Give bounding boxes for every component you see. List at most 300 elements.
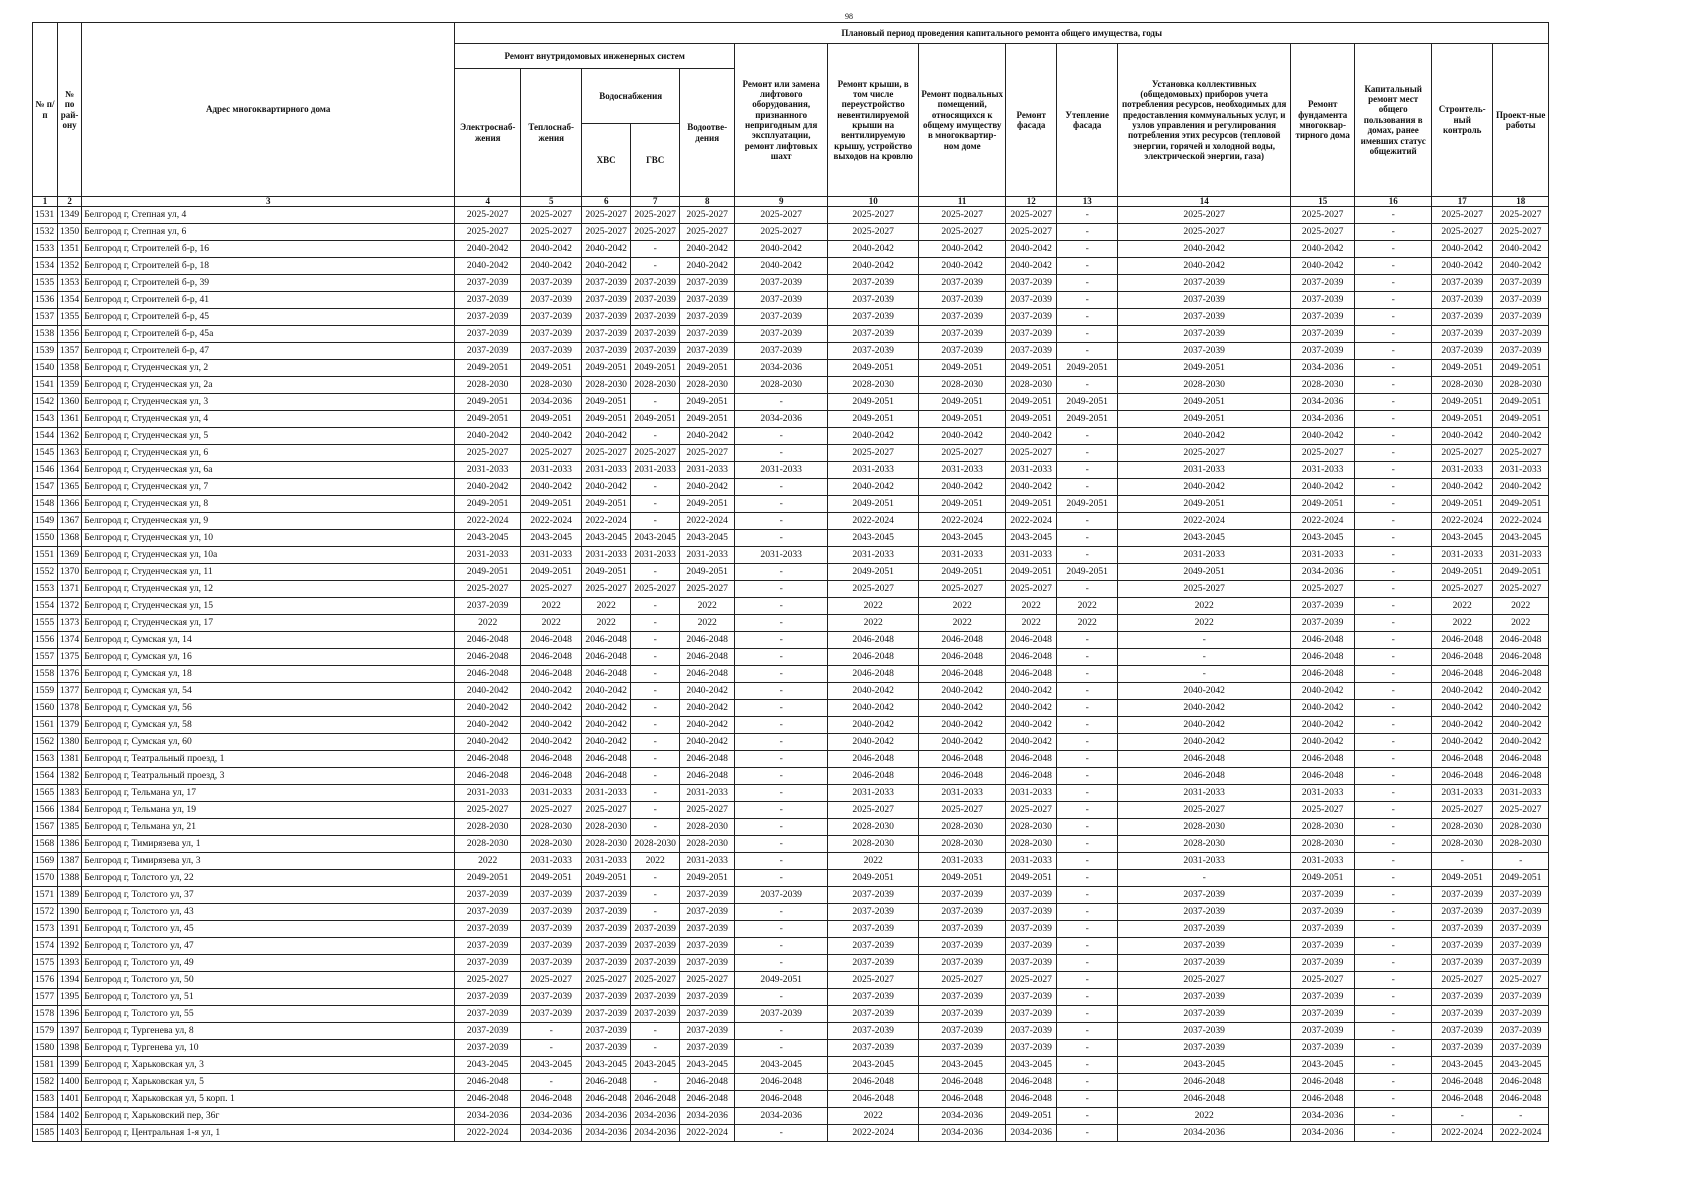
period-cell: 2037-2039 xyxy=(455,921,521,938)
period-cell: 2037-2039 xyxy=(582,309,631,326)
period-cell: 2037-2039 xyxy=(521,343,582,360)
period-cell: - xyxy=(1355,972,1432,989)
period-cell: - xyxy=(631,904,680,921)
address-cell: Белгород г, Студенческая ул, 8 xyxy=(82,496,455,513)
period-cell: 2043-2045 xyxy=(828,530,919,547)
period-cell: 2037-2039 xyxy=(735,1006,828,1023)
period-cell: 2028-2030 xyxy=(521,377,582,394)
period-cell: 2040-2042 xyxy=(1493,683,1549,700)
period-cell: 2040-2042 xyxy=(1118,258,1291,275)
period-cell: 2037-2039 xyxy=(455,887,521,904)
table-row xyxy=(33,785,1549,802)
table-row xyxy=(33,479,1549,496)
period-cell: 2025-2027 xyxy=(1432,972,1493,989)
table-row xyxy=(33,377,1549,394)
table-row xyxy=(33,445,1549,462)
period-cell: - xyxy=(1057,292,1118,309)
period-cell: 2037-2039 xyxy=(631,309,680,326)
period-cell: 2025-2027 xyxy=(455,802,521,819)
period-cell: 2025-2027 xyxy=(919,207,1006,224)
number-cell: 1546 xyxy=(33,462,58,479)
period-cell: - xyxy=(735,870,828,887)
period-cell: 2046-2048 xyxy=(828,768,919,785)
period-cell: 2037-2039 xyxy=(1291,904,1355,921)
number-cell: 1537 xyxy=(33,309,58,326)
period-cell: 2037-2039 xyxy=(919,343,1006,360)
table-row xyxy=(33,802,1549,819)
period-cell: 2046-2048 xyxy=(1432,666,1493,683)
period-cell: 2025-2027 xyxy=(582,972,631,989)
period-cell: 2046-2048 xyxy=(919,666,1006,683)
table-row xyxy=(33,326,1549,343)
period-cell: - xyxy=(735,819,828,836)
period-cell: - xyxy=(1355,751,1432,768)
period-cell: 2025-2027 xyxy=(521,224,582,241)
column-number: 5 xyxy=(521,197,582,207)
period-cell: 2028-2030 xyxy=(1291,377,1355,394)
period-cell: 2034-2036 xyxy=(631,1125,680,1142)
period-cell: - xyxy=(631,479,680,496)
period-cell: 2022 xyxy=(828,598,919,615)
period-cell: - xyxy=(1355,241,1432,258)
period-cell: 2040-2042 xyxy=(828,700,919,717)
number-cell: 1552 xyxy=(33,564,58,581)
header-meters: Установка коллективных (общедомовых) приборов учета потребления ресурсов, необходимых для предоставления коммунальных услуг, и узлов управления и регулирования потребления этих ресурсов (тепловой энергии, горячей и холодной воды, электрической энергии, газа) xyxy=(1118,44,1291,197)
period-cell: - xyxy=(1355,547,1432,564)
address-cell: Белгород г, Студенческая ул, 10а xyxy=(82,547,455,564)
period-cell: - xyxy=(1057,462,1118,479)
address-cell: Белгород г, Толстого ул, 51 xyxy=(82,989,455,1006)
period-cell: - xyxy=(1057,1006,1118,1023)
period-cell: - xyxy=(1057,224,1118,241)
period-cell: - xyxy=(631,700,680,717)
number-cell: 1554 xyxy=(33,598,58,615)
period-cell: 2046-2048 xyxy=(1493,649,1549,666)
period-cell: 2037-2039 xyxy=(1006,955,1057,972)
period-cell: 2025-2027 xyxy=(919,972,1006,989)
period-cell: 2037-2039 xyxy=(1493,1006,1549,1023)
period-cell: 2040-2042 xyxy=(1006,734,1057,751)
period-cell: 2037-2039 xyxy=(1432,904,1493,921)
period-cell: 2037-2039 xyxy=(919,887,1006,904)
address-cell: Белгород г, Толстого ул, 55 xyxy=(82,1006,455,1023)
period-cell: 2037-2039 xyxy=(631,989,680,1006)
period-cell: 2028-2030 xyxy=(455,819,521,836)
address-cell: Белгород г, Строителей б-р, 47 xyxy=(82,343,455,360)
period-cell: 2037-2039 xyxy=(1493,326,1549,343)
period-cell: - xyxy=(1057,666,1118,683)
address-cell: Белгород г, Строителей б-р, 45 xyxy=(82,309,455,326)
period-cell: 2046-2048 xyxy=(1493,1074,1549,1091)
period-cell: - xyxy=(1355,615,1432,632)
period-cell: 2025-2027 xyxy=(1432,224,1493,241)
period-cell: 2037-2039 xyxy=(455,955,521,972)
number-cell: 1567 xyxy=(33,819,58,836)
period-cell: - xyxy=(735,496,828,513)
period-cell: 2040-2042 xyxy=(582,241,631,258)
period-cell: 2025-2027 xyxy=(1493,207,1549,224)
number-cell: 1561 xyxy=(33,717,58,734)
period-cell: 2025-2027 xyxy=(1432,207,1493,224)
period-cell: 2022 xyxy=(919,615,1006,632)
period-cell: 2040-2042 xyxy=(919,700,1006,717)
period-cell: 2049-2051 xyxy=(1057,564,1118,581)
period-cell: 2046-2048 xyxy=(1291,1091,1355,1108)
period-cell: 2034-2036 xyxy=(1291,394,1355,411)
period-cell: 2028-2030 xyxy=(455,377,521,394)
period-cell: 2028-2030 xyxy=(582,377,631,394)
period-cell: 2037-2039 xyxy=(455,1040,521,1057)
address-cell: Белгород г, Студенческая ул, 11 xyxy=(82,564,455,581)
number-cell: 1352 xyxy=(58,258,82,275)
period-cell: 2037-2039 xyxy=(828,309,919,326)
period-cell: 2040-2042 xyxy=(1291,700,1355,717)
period-cell: 2037-2039 xyxy=(1432,1040,1493,1057)
period-cell: 2046-2048 xyxy=(1291,1074,1355,1091)
column-number: 1 xyxy=(33,197,58,207)
period-cell: 2025-2027 xyxy=(1291,972,1355,989)
column-number: 17 xyxy=(1432,197,1493,207)
period-cell: 2043-2045 xyxy=(455,1057,521,1074)
period-cell: 2049-2051 xyxy=(828,411,919,428)
period-cell: 2025-2027 xyxy=(1493,224,1549,241)
header-water-supply: Водоснабжения xyxy=(582,69,680,124)
period-cell: 2049-2051 xyxy=(828,496,919,513)
period-cell: - xyxy=(631,598,680,615)
number-cell: 1362 xyxy=(58,428,82,445)
number-cell: 1541 xyxy=(33,377,58,394)
number-cell: 1533 xyxy=(33,241,58,258)
address-cell: Белгород г, Студенческая ул, 15 xyxy=(82,598,455,615)
period-cell: 2025-2027 xyxy=(680,207,735,224)
period-cell: - xyxy=(1057,819,1118,836)
number-cell: 1553 xyxy=(33,581,58,598)
period-cell: 2037-2039 xyxy=(1432,326,1493,343)
period-cell: - xyxy=(1355,564,1432,581)
period-cell: 2025-2027 xyxy=(631,224,680,241)
period-cell: 2037-2039 xyxy=(1118,904,1291,921)
number-cell: 1368 xyxy=(58,530,82,547)
period-cell: 2022 xyxy=(680,598,735,615)
period-cell: 2040-2042 xyxy=(1006,717,1057,734)
period-cell: - xyxy=(735,921,828,938)
period-cell: 2034-2036 xyxy=(919,1125,1006,1142)
period-cell: - xyxy=(1057,717,1118,734)
header-design-works: Проект-ные работы xyxy=(1493,44,1549,197)
address-cell: Белгород г, Театральный проезд, 1 xyxy=(82,751,455,768)
address-cell: Белгород г, Тельмана ул, 21 xyxy=(82,819,455,836)
period-cell: - xyxy=(1355,581,1432,598)
table-row xyxy=(33,955,1549,972)
period-cell: 2037-2039 xyxy=(1118,309,1291,326)
table-row xyxy=(33,615,1549,632)
period-cell: 2049-2051 xyxy=(521,564,582,581)
period-cell: - xyxy=(631,734,680,751)
period-cell: 2040-2042 xyxy=(521,700,582,717)
table-row xyxy=(33,666,1549,683)
period-cell: 2046-2048 xyxy=(680,632,735,649)
period-cell: - xyxy=(1057,1057,1118,1074)
period-cell: 2037-2039 xyxy=(631,1006,680,1023)
address-cell: Белгород г, Тургенева ул, 10 xyxy=(82,1040,455,1057)
number-cell: 1356 xyxy=(58,326,82,343)
period-cell: 2037-2039 xyxy=(1291,615,1355,632)
period-cell: 2046-2048 xyxy=(919,751,1006,768)
period-cell: - xyxy=(1355,207,1432,224)
period-cell: 2049-2051 xyxy=(631,360,680,377)
period-cell: 2040-2042 xyxy=(1291,734,1355,751)
column-number: 15 xyxy=(1291,197,1355,207)
period-cell: 2025-2027 xyxy=(521,802,582,819)
period-cell: 2037-2039 xyxy=(1006,938,1057,955)
period-cell: 2022 xyxy=(1057,598,1118,615)
period-cell: - xyxy=(631,683,680,700)
period-cell: 2031-2033 xyxy=(1291,853,1355,870)
period-cell: 2031-2033 xyxy=(1493,462,1549,479)
period-cell: - xyxy=(1057,870,1118,887)
period-cell: 2037-2039 xyxy=(828,1006,919,1023)
period-cell: - xyxy=(1355,1057,1432,1074)
period-cell: 2043-2045 xyxy=(1291,530,1355,547)
period-cell: 2028-2030 xyxy=(582,836,631,853)
period-cell: 2025-2027 xyxy=(582,207,631,224)
period-cell: 2037-2039 xyxy=(919,292,1006,309)
table-row xyxy=(33,564,1549,581)
period-cell: 2034-2036 xyxy=(735,360,828,377)
period-cell: 2025-2027 xyxy=(521,972,582,989)
period-cell: - xyxy=(1355,1108,1432,1125)
period-cell: 2040-2042 xyxy=(1291,683,1355,700)
period-cell: 2022 xyxy=(1118,1108,1291,1125)
period-cell: 2031-2033 xyxy=(1118,853,1291,870)
period-cell: 2046-2048 xyxy=(828,632,919,649)
period-cell: 2031-2033 xyxy=(828,462,919,479)
period-cell: 2031-2033 xyxy=(735,547,828,564)
period-cell: 2037-2039 xyxy=(680,275,735,292)
period-cell: - xyxy=(1355,989,1432,1006)
period-cell: 2046-2048 xyxy=(455,1091,521,1108)
period-cell: 2049-2051 xyxy=(735,972,828,989)
table-row xyxy=(33,853,1549,870)
number-cell: 1583 xyxy=(33,1091,58,1108)
number-cell: 1400 xyxy=(58,1074,82,1091)
period-cell: 2037-2039 xyxy=(1432,989,1493,1006)
period-cell: - xyxy=(631,649,680,666)
period-cell: 2046-2048 xyxy=(1006,1074,1057,1091)
period-cell: - xyxy=(735,989,828,1006)
period-cell: - xyxy=(1057,955,1118,972)
period-cell: 2025-2027 xyxy=(1006,207,1057,224)
period-cell: 2040-2042 xyxy=(1006,428,1057,445)
period-cell: 2034-2036 xyxy=(1006,1125,1057,1142)
period-cell: 2037-2039 xyxy=(455,989,521,1006)
period-cell: 2049-2051 xyxy=(1432,394,1493,411)
period-cell: - xyxy=(1355,853,1432,870)
period-cell: 2046-2048 xyxy=(1493,666,1549,683)
period-cell: - xyxy=(1057,258,1118,275)
period-cell: 2040-2042 xyxy=(1432,258,1493,275)
number-cell: 1393 xyxy=(58,955,82,972)
header-elevator: Ремонт или замена лифтового оборудования, признанного непригодным для эксплуатации, ремонт лифтовых шахт xyxy=(735,44,828,197)
period-cell: 2049-2051 xyxy=(455,360,521,377)
period-cell: 2040-2042 xyxy=(919,258,1006,275)
period-cell: 2025-2027 xyxy=(1006,224,1057,241)
period-cell: 2037-2039 xyxy=(1118,989,1291,1006)
period-cell: 2037-2039 xyxy=(1291,309,1355,326)
period-cell: 2049-2051 xyxy=(1493,394,1549,411)
table-row xyxy=(33,989,1549,1006)
period-cell: 2046-2048 xyxy=(455,649,521,666)
period-cell: 2025-2027 xyxy=(919,802,1006,819)
period-cell: 2022 xyxy=(1057,615,1118,632)
period-cell: 2049-2051 xyxy=(828,870,919,887)
period-cell: 2040-2042 xyxy=(828,717,919,734)
period-cell: - xyxy=(631,887,680,904)
period-cell: 2040-2042 xyxy=(919,428,1006,445)
period-cell: 2043-2045 xyxy=(919,1057,1006,1074)
number-cell: 1542 xyxy=(33,394,58,411)
header-drainage: Водоотве-дения xyxy=(680,69,735,197)
period-cell: 2025-2027 xyxy=(582,445,631,462)
period-cell: 2028-2030 xyxy=(1291,819,1355,836)
period-cell: 2022 xyxy=(828,853,919,870)
period-cell: 2046-2048 xyxy=(1432,632,1493,649)
period-cell: - xyxy=(1057,275,1118,292)
period-cell: 2043-2045 xyxy=(1493,1057,1549,1074)
number-cell: 1574 xyxy=(33,938,58,955)
period-cell: 2025-2027 xyxy=(1006,581,1057,598)
period-cell: - xyxy=(1355,921,1432,938)
table-row xyxy=(33,870,1549,887)
address-cell: Белгород г, Студенческая ул, 6 xyxy=(82,445,455,462)
period-cell: 2034-2036 xyxy=(521,394,582,411)
page-number: 98 xyxy=(845,12,853,21)
number-cell: 1381 xyxy=(58,751,82,768)
period-cell: - xyxy=(1057,683,1118,700)
period-cell: 2046-2048 xyxy=(919,632,1006,649)
period-cell: - xyxy=(1355,224,1432,241)
period-cell: 2037-2039 xyxy=(1006,309,1057,326)
number-cell: 1550 xyxy=(33,530,58,547)
period-cell: 2025-2027 xyxy=(1118,207,1291,224)
period-cell: 2046-2048 xyxy=(1493,768,1549,785)
number-cell: 1545 xyxy=(33,445,58,462)
period-cell: 2049-2051 xyxy=(455,870,521,887)
address-cell: Белгород г, Строителей б-р, 18 xyxy=(82,258,455,275)
table-header xyxy=(33,23,1549,207)
period-cell: 2034-2036 xyxy=(1291,411,1355,428)
period-cell: 2046-2048 xyxy=(521,768,582,785)
period-cell: 2025-2027 xyxy=(521,207,582,224)
period-cell: 2037-2039 xyxy=(1291,1023,1355,1040)
period-cell: 2040-2042 xyxy=(582,258,631,275)
header-cold-water: ХВС xyxy=(582,124,631,197)
period-cell: 2037-2039 xyxy=(631,938,680,955)
number-cell: 1549 xyxy=(33,513,58,530)
period-cell: - xyxy=(1057,802,1118,819)
period-cell: 2037-2039 xyxy=(1291,1040,1355,1057)
period-cell: 2031-2033 xyxy=(1432,785,1493,802)
period-cell: 2028-2030 xyxy=(1006,836,1057,853)
period-cell: 2037-2039 xyxy=(455,1006,521,1023)
period-cell: 2037-2039 xyxy=(1493,989,1549,1006)
period-cell: 2040-2042 xyxy=(455,683,521,700)
period-cell: 2025-2027 xyxy=(1291,445,1355,462)
number-cell: 1387 xyxy=(58,853,82,870)
table-row xyxy=(33,632,1549,649)
period-cell: 2049-2051 xyxy=(1057,496,1118,513)
period-cell: 2025-2027 xyxy=(919,224,1006,241)
period-cell: 2025-2027 xyxy=(1493,445,1549,462)
period-cell: 2040-2042 xyxy=(582,700,631,717)
period-cell: 2037-2039 xyxy=(1118,938,1291,955)
table-row xyxy=(33,513,1549,530)
period-cell: 2022 xyxy=(582,615,631,632)
period-cell: 2046-2048 xyxy=(582,1091,631,1108)
period-cell: 2049-2051 xyxy=(1006,411,1057,428)
period-cell: - xyxy=(1057,547,1118,564)
number-cell: 1383 xyxy=(58,785,82,802)
period-cell: 2037-2039 xyxy=(631,955,680,972)
period-cell: - xyxy=(735,479,828,496)
period-cell: 2049-2051 xyxy=(521,870,582,887)
period-cell: 2037-2039 xyxy=(521,1006,582,1023)
period-cell: 2040-2042 xyxy=(1432,479,1493,496)
period-cell: 2037-2039 xyxy=(582,921,631,938)
period-cell: 2037-2039 xyxy=(1118,326,1291,343)
number-cell: 1577 xyxy=(33,989,58,1006)
period-cell: 2031-2033 xyxy=(582,853,631,870)
column-number: 16 xyxy=(1355,197,1432,207)
table-row xyxy=(33,1040,1549,1057)
period-cell: 2046-2048 xyxy=(919,1091,1006,1108)
period-cell: 2025-2027 xyxy=(582,802,631,819)
period-cell: - xyxy=(1355,377,1432,394)
period-cell: - xyxy=(631,666,680,683)
period-cell: 2037-2039 xyxy=(1006,904,1057,921)
period-cell: 2037-2039 xyxy=(582,326,631,343)
number-cell: 1585 xyxy=(33,1125,58,1142)
period-cell: 2037-2039 xyxy=(631,343,680,360)
period-cell: 2037-2039 xyxy=(521,887,582,904)
period-cell: - xyxy=(1355,275,1432,292)
number-cell: 1394 xyxy=(58,972,82,989)
table-row xyxy=(33,1091,1549,1108)
period-cell: 2040-2042 xyxy=(521,258,582,275)
period-cell: 2043-2045 xyxy=(735,1057,828,1074)
period-cell: 2022 xyxy=(828,615,919,632)
period-cell: 2049-2051 xyxy=(828,564,919,581)
period-cell: 2025-2027 xyxy=(631,207,680,224)
period-cell: 2049-2051 xyxy=(521,496,582,513)
period-cell: 2037-2039 xyxy=(919,904,1006,921)
period-cell: 2031-2033 xyxy=(1291,785,1355,802)
number-cell: 1401 xyxy=(58,1091,82,1108)
period-cell: 2028-2030 xyxy=(1493,819,1549,836)
period-cell: - xyxy=(735,751,828,768)
table-row xyxy=(33,411,1549,428)
period-cell: 2037-2039 xyxy=(680,1040,735,1057)
period-cell: 2037-2039 xyxy=(680,989,735,1006)
period-cell: 2022-2024 xyxy=(1493,513,1549,530)
number-cell: 1392 xyxy=(58,938,82,955)
table-row xyxy=(33,224,1549,241)
number-cell: 1402 xyxy=(58,1108,82,1125)
period-cell: - xyxy=(735,445,828,462)
period-cell: 2046-2048 xyxy=(1291,751,1355,768)
period-cell: 2037-2039 xyxy=(919,275,1006,292)
period-cell: 2049-2051 xyxy=(919,411,1006,428)
